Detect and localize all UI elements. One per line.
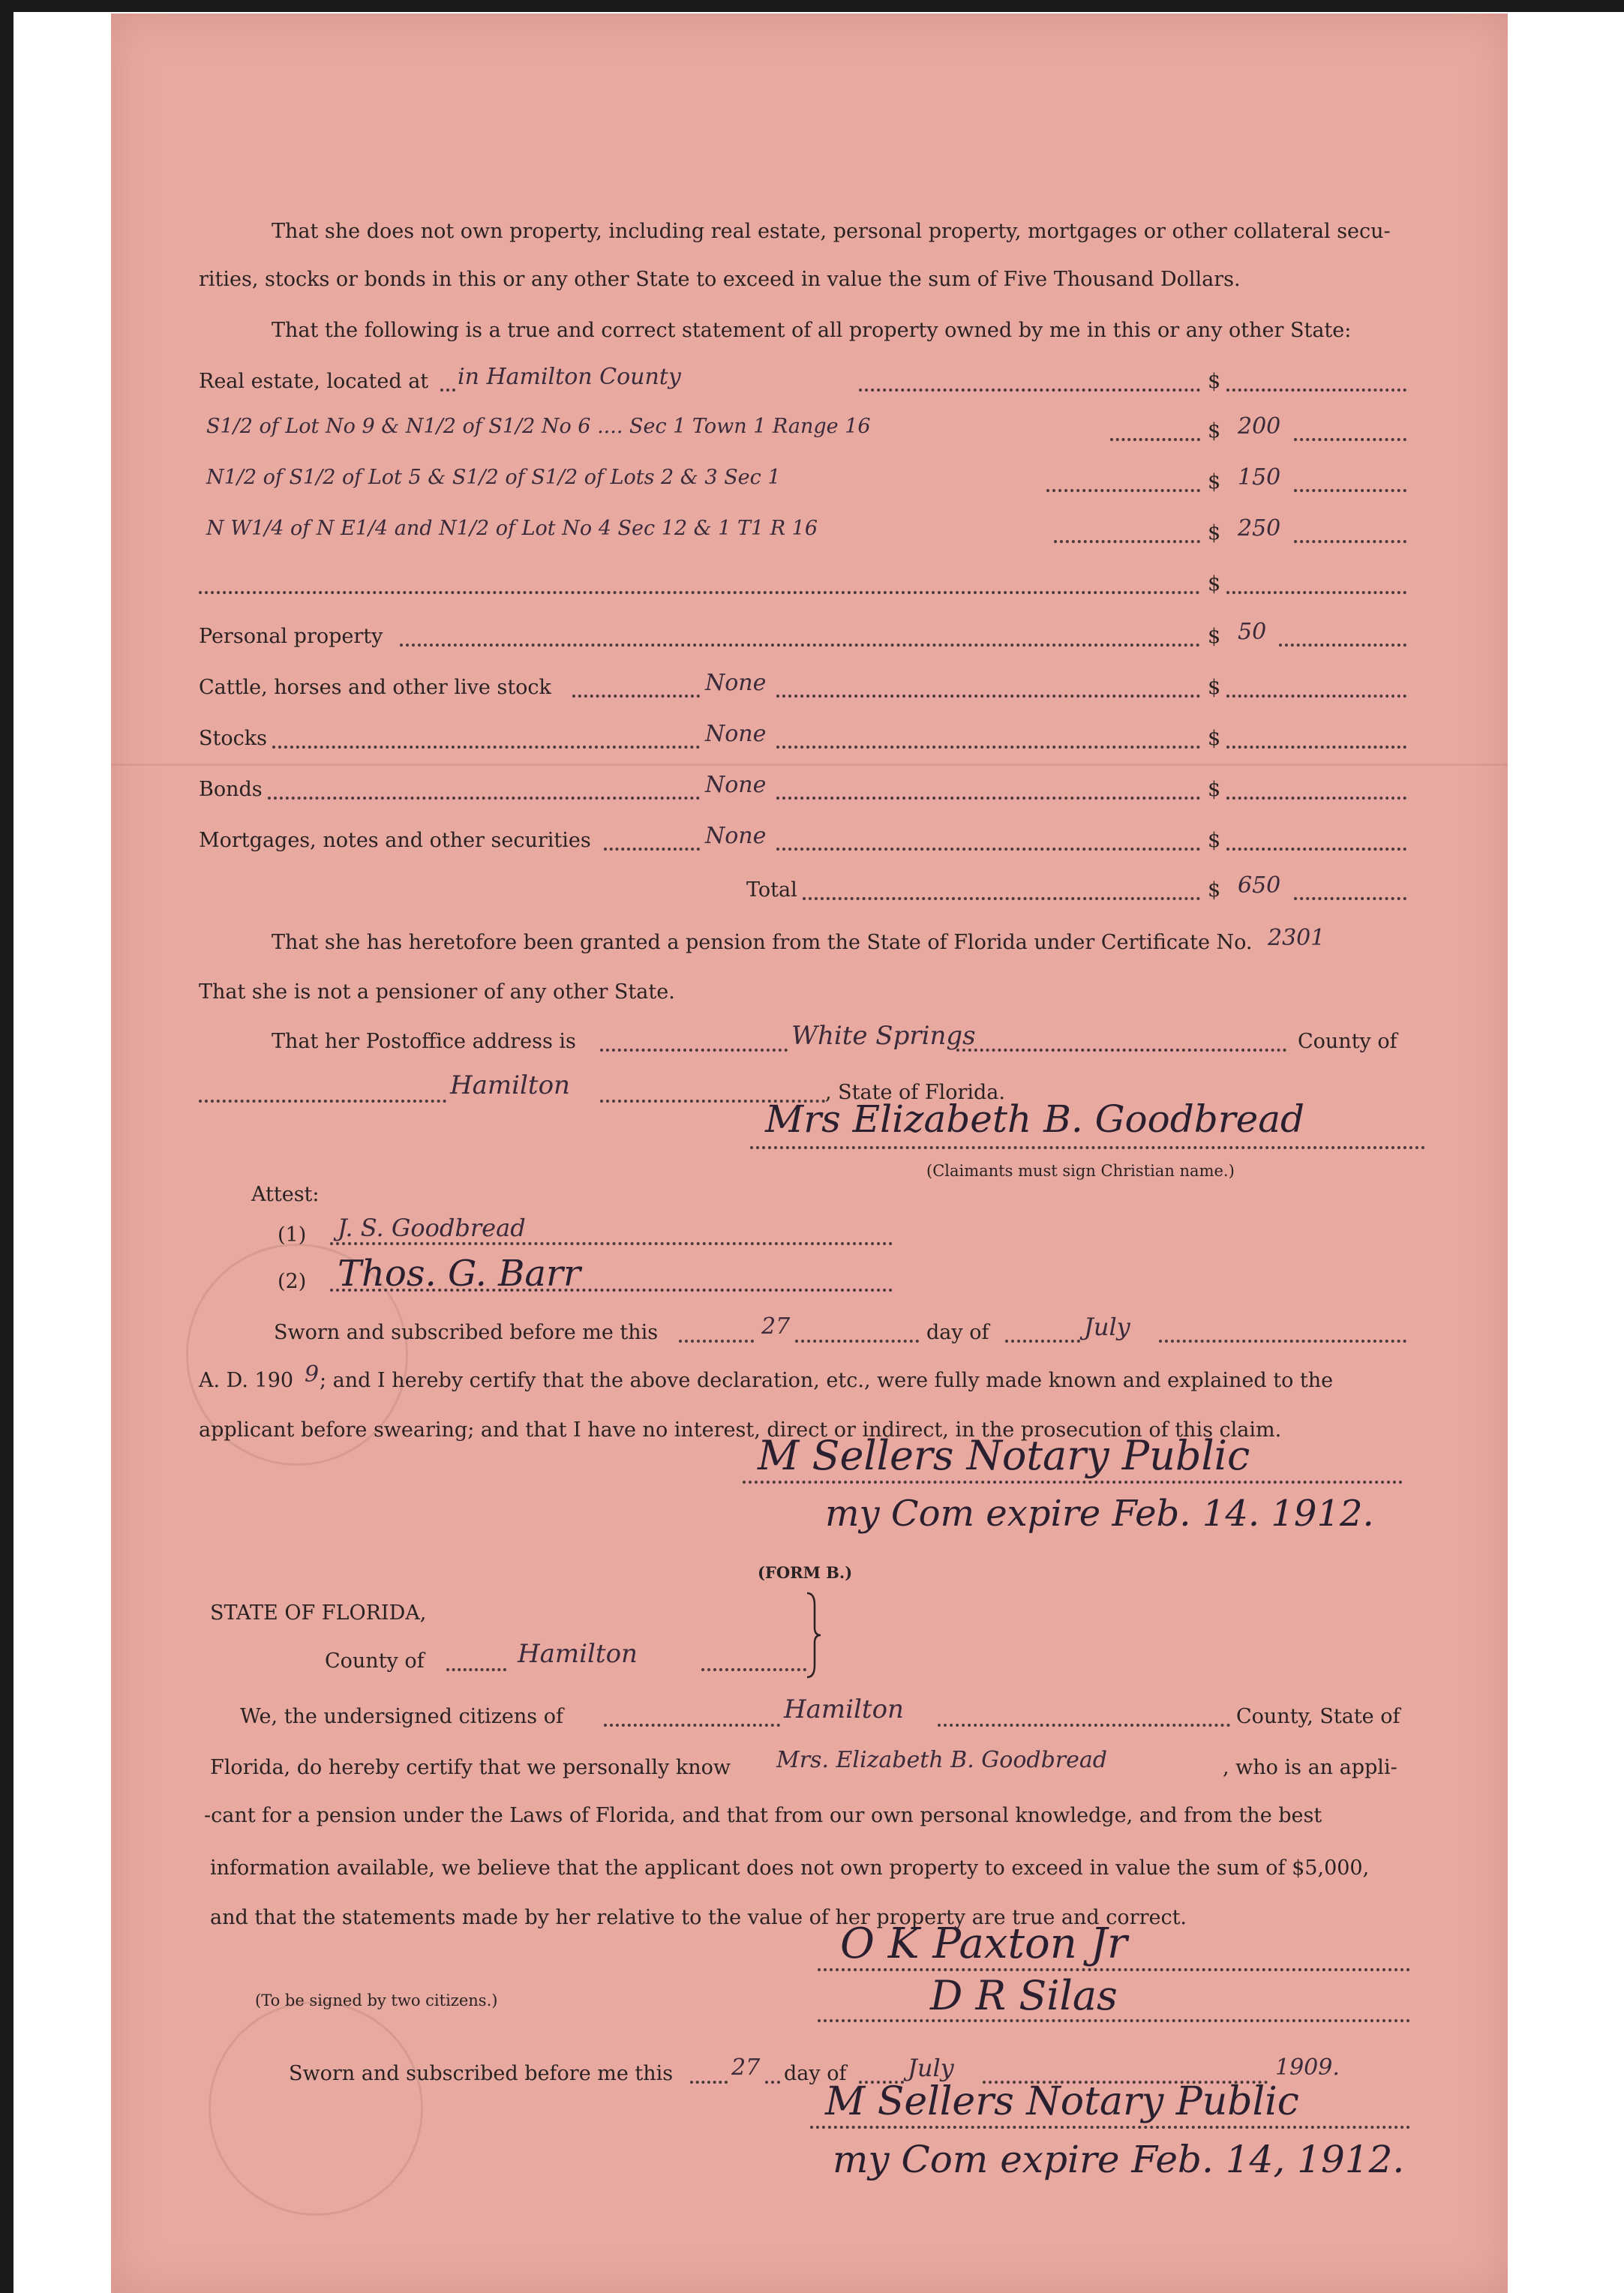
leader-dots (604, 848, 700, 851)
intro-line-1: That she does not own property, including real estate, personal property, mortgages or other collateral secu- (272, 220, 1391, 243)
leader-dots (765, 2081, 780, 2084)
leader-dots (1226, 848, 1406, 851)
leader-dots (268, 797, 700, 800)
dollar-sign: $ (1208, 625, 1221, 648)
leader-dots (572, 695, 700, 698)
notary-1-commission: my Com expire Feb. 14. 1912. (825, 1493, 1374, 1535)
dollar-sign: $ (1208, 778, 1221, 801)
ad-year: 9 (305, 1361, 320, 1388)
signature-line (750, 1146, 1425, 1149)
sworn-2-month: July (908, 2054, 954, 2082)
stocks-label: Stocks (199, 727, 267, 750)
county-of-label: County of (1298, 1030, 1397, 1053)
leader-dots (440, 389, 455, 392)
county-of-b-label: County of (325, 1649, 425, 1673)
citizen-signature-1: O K Paxton Jr (840, 1919, 1127, 1968)
attest-1-number: (1) (278, 1223, 307, 1247)
we-county-value: Hamilton (784, 1694, 904, 1724)
real-estate-line-1 (199, 413, 1406, 449)
state-header: STATE OF FLORIDA, (210, 1601, 427, 1625)
signature-line (810, 2126, 1410, 2129)
dollar-sign: $ (1208, 521, 1221, 545)
leader-dots (938, 1724, 1230, 1727)
leader-dots (1110, 438, 1200, 441)
attest-label: Attest: (251, 1183, 320, 1206)
sworn-2-day: 27 (731, 2054, 761, 2081)
county-state-of: County, State of (1236, 1705, 1400, 1728)
leader-dots (956, 1049, 1286, 1052)
notary-2-commission: my Com expire Feb. 14, 1912. (833, 2138, 1405, 2181)
personal-property-amount: 50 (1238, 619, 1267, 645)
leader-dots (1226, 591, 1406, 594)
notary-1-signature: M Sellers Notary Public (758, 1432, 1250, 1479)
leader-dots (1005, 1340, 1080, 1343)
real-estate-desc-3: N W1/4 of N E1/4 and N1/2 of Lot No 4 Sec 12 & 1 T1 R 16 (206, 517, 818, 540)
leader-dots (776, 797, 1200, 800)
leader-dots (1226, 746, 1406, 749)
dollar-sign: $ (1208, 829, 1221, 852)
paper-fold (111, 764, 1508, 766)
dollar-sign: $ (1208, 470, 1221, 494)
leader-dots (795, 1340, 919, 1343)
applicant-swearing-text: applicant before swearing; and that I have no interest, direct or indirect, in the prosecution of this claim. (199, 1418, 1282, 1442)
claimant-signature: Mrs Elizabeth B. Goodbread (765, 1097, 1305, 1141)
not-pensioner-statement: That she is not a pensioner of any other State. (199, 980, 675, 1004)
leader-dots (1294, 489, 1406, 492)
real-estate-amount-1: 200 (1238, 413, 1281, 440)
leader-dots (776, 746, 1200, 749)
signature-line (743, 1481, 1403, 1484)
certify-text: ; and I hereby certify that the above declaration, etc., were fully made known and explained to the (320, 1369, 1334, 1392)
leader-dots (272, 746, 700, 749)
bonds-value: None (705, 772, 767, 798)
county-value: Hamilton (450, 1070, 570, 1100)
claimant-note: (Claimants must sign Christian name.) (926, 1162, 1235, 1180)
we-undersigned-text: We, the undersigned citizens of (240, 1705, 563, 1728)
document-page (111, 14, 1508, 2293)
state-of-florida: , State of Florida. (825, 1081, 1005, 1104)
stocks-value: None (705, 721, 767, 747)
signature-line (818, 1968, 1410, 1971)
bonds-label: Bonds (199, 778, 263, 801)
leader-dots (701, 1668, 806, 1671)
dollar-sign: $ (1208, 878, 1221, 902)
dollar-sign: $ (1208, 370, 1221, 393)
leader-dots (1159, 1340, 1406, 1343)
leader-dots (600, 1049, 788, 1052)
applicant-name: Mrs. Elizabeth B. Goodbread (776, 1747, 1107, 1773)
leader-dots (679, 1340, 754, 1343)
scan-left-edge (0, 0, 14, 2293)
notary-seal-impression-2 (209, 2001, 423, 2216)
total-amount: 650 (1238, 872, 1281, 899)
real-estate-row (199, 364, 1406, 399)
real-estate-location: in Hamilton County (458, 364, 681, 390)
total-label: Total (746, 878, 797, 902)
real-estate-amount-3: 250 (1238, 515, 1281, 542)
dollar-sign: $ (1208, 676, 1221, 699)
leader-dots (1294, 438, 1406, 441)
leader-dots (604, 1724, 780, 1727)
citizen-signature-2: D R Silas (930, 1972, 1118, 2019)
ad-year-prefix: A. D. 190 (199, 1369, 294, 1392)
real-estate-label: Real estate, located at (199, 370, 429, 393)
mortgages-row (199, 823, 1406, 858)
leader-dots (199, 1100, 446, 1103)
sworn-2-year: 1909. (1275, 2054, 1340, 2081)
personal-property-row (199, 619, 1406, 654)
real-estate-amount-2: 150 (1238, 464, 1281, 491)
leader-dots (1294, 540, 1406, 543)
sworn-2-day-of: day of (784, 2062, 847, 2085)
sworn-1-day: 27 (761, 1313, 791, 1340)
cattle-value: None (705, 670, 767, 696)
leader-dots (1226, 797, 1406, 800)
attest-2-signature: Thos. G. Barr (338, 1253, 581, 1295)
certificate-number: 2301 (1268, 925, 1325, 951)
bonds-row (199, 772, 1406, 807)
pension-statement: That she has heretofore been granted a pension from the State of Florida under Certificate No. (272, 931, 1253, 954)
sworn-statement-1: Sworn and subscribed before me this (274, 1321, 659, 1344)
real-estate-line-2 (199, 464, 1406, 500)
real-estate-line-3 (199, 515, 1406, 551)
leader-dots (330, 1289, 893, 1292)
leader-dots (1226, 695, 1406, 698)
county-brace (804, 1590, 822, 1680)
leader-dots (859, 389, 1200, 392)
statements-true-text: and that the statements made by her relative to the value of her property are true and correct. (210, 1906, 1187, 1929)
dollar-sign: $ (1208, 419, 1221, 443)
intro-line-2: rities, stocks or bonds in this or any other State to exceed in value the sum of Five Thousand Dollars. (199, 268, 1241, 291)
postoffice-value: White Springs (791, 1021, 976, 1051)
attest-2-number: (2) (278, 1270, 307, 1293)
statement-intro: That the following is a true and correct statement of all property owned by me in this or any other State: (272, 319, 1352, 342)
brace-icon (804, 1590, 822, 1680)
pension-laws-text: -cant for a pension under the Laws of Florida, and that from our own personal knowledge, and from the best (204, 1804, 1322, 1827)
leader-dots (1054, 540, 1200, 543)
form-b-label: (FORM B.) (758, 1563, 853, 1582)
mortgages-label: Mortgages, notes and other securities (199, 829, 591, 852)
real-estate-desc-1: S1/2 of Lot No 9 & N1/2 of S1/2 No 6 .... Sec 1 Town 1 Range 16 (206, 415, 871, 438)
information-text: information available, we believe that the applicant does not own property to exceed in value the sum of $5,000, (210, 1856, 1370, 1880)
sworn-statement-2: Sworn and subscribed before me this (289, 2062, 674, 2085)
leader-dots (690, 2081, 728, 2084)
leader-dots (446, 1668, 506, 1671)
real-estate-desc-2: N1/2 of S1/2 of Lot 5 & S1/2 of S1/2 of Lots 2 & 3 Sec 1 (206, 466, 781, 489)
cattle-label: Cattle, horses and other live stock (199, 676, 551, 699)
notary-2-signature: M Sellers Notary Public (825, 2079, 1299, 2124)
personal-property-label: Personal property (199, 625, 383, 648)
sworn-1-month: July (1084, 1313, 1130, 1341)
scan-top-edge (0, 0, 1624, 12)
stocks-row (199, 721, 1406, 756)
leader-dots (400, 644, 1200, 647)
leader-dots (330, 1242, 893, 1245)
leader-dots (1046, 489, 1200, 492)
real-estate-line-4 (199, 572, 1406, 602)
leader-dots (803, 897, 1200, 900)
leader-dots (199, 591, 1200, 594)
leader-dots (1279, 644, 1406, 647)
dollar-sign: $ (1208, 727, 1221, 750)
leader-dots (776, 695, 1200, 698)
total-row (199, 872, 1406, 908)
postoffice-label: That her Postoffice address is (272, 1030, 576, 1053)
signature-line (818, 2019, 1410, 2022)
leader-dots (1226, 389, 1406, 392)
who-is-applicant: , who is an appli- (1223, 1756, 1397, 1779)
sworn-1-day-of: day of (926, 1321, 989, 1344)
leader-dots (1294, 897, 1406, 900)
leader-dots (776, 848, 1200, 851)
florida-certify-text: Florida, do hereby certify that we personally know (210, 1756, 731, 1779)
two-citizens-note: (To be signed by two citizens.) (255, 1991, 498, 2009)
cattle-row (199, 670, 1406, 705)
county-b-value: Hamilton (518, 1639, 638, 1669)
dollar-sign: $ (1208, 572, 1221, 596)
attest-1-signature: J. S. Goodbread (338, 1214, 526, 1242)
mortgages-value: None (705, 823, 767, 849)
